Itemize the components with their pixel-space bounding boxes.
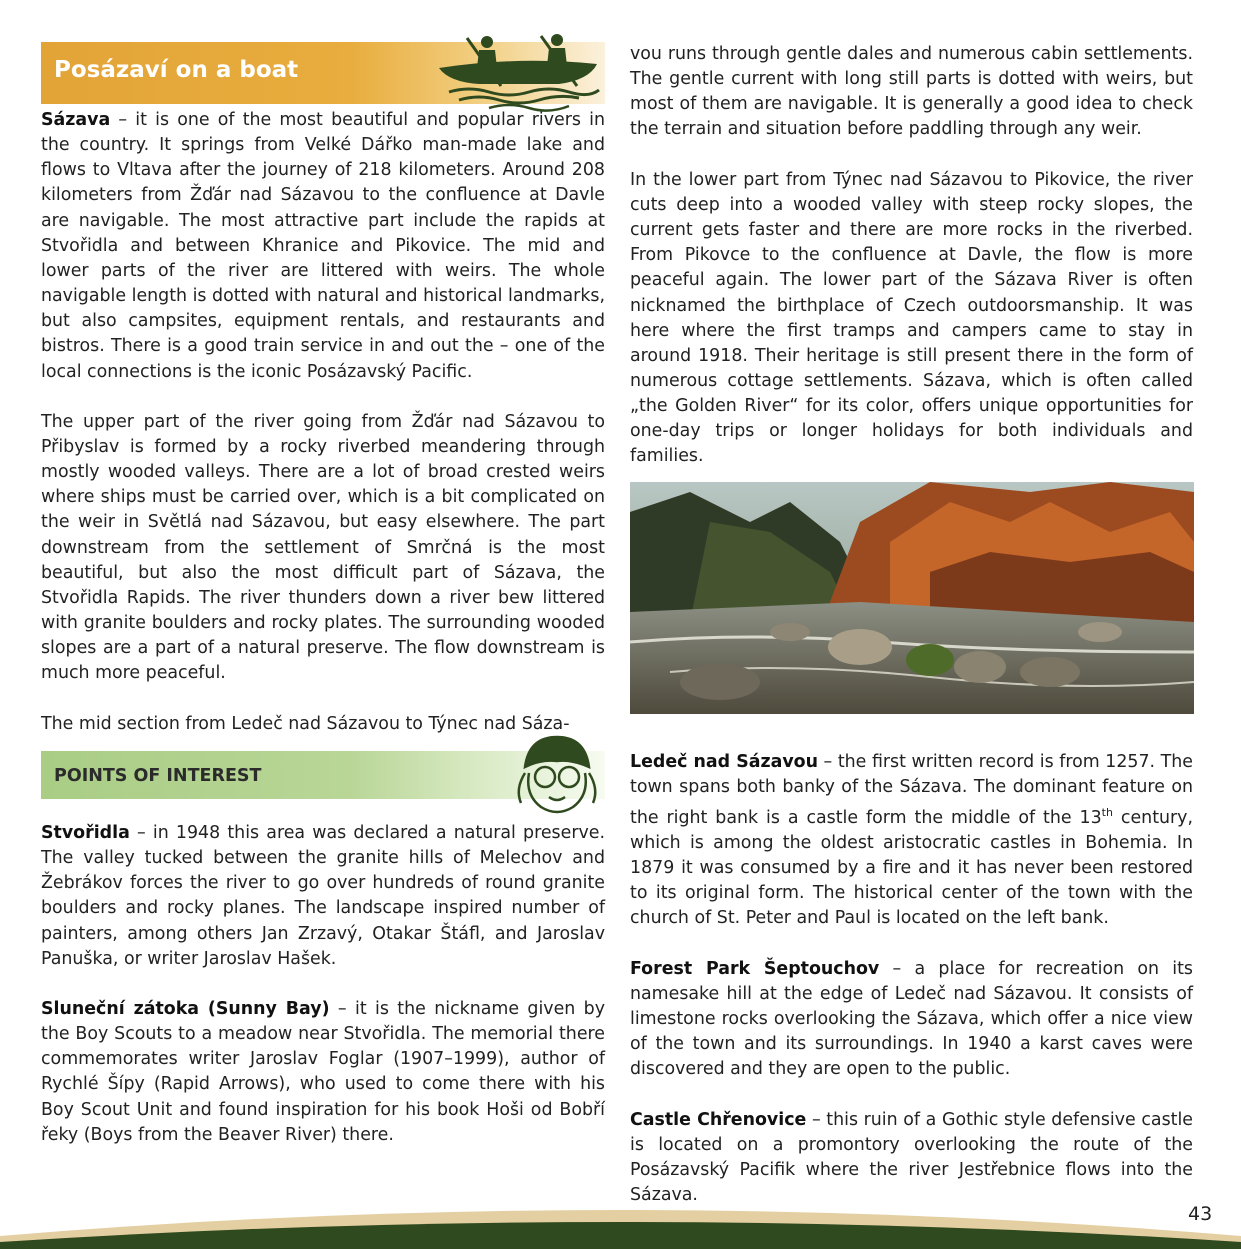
points-of-interest-banner xyxy=(41,751,605,799)
right-column xyxy=(630,42,1193,1233)
term-chrenovice: Castle Chřenovice xyxy=(630,1109,807,1130)
term-sazava: Sázava xyxy=(41,110,111,130)
term-ledec: Ledeč nad Sázavou xyxy=(630,751,818,772)
paragraph-sazava xyxy=(41,108,605,385)
paragraph-text: – it is the nickname given by the Boy Scouts to a meadow near Stvořidla. The memorial there commemorates writer Jaroslav Foglar (1907–1999), author of Rychlé Šípy (Rapid Arrows), who used to come there with his Boy Scout Unit and found inspiration for his book Hoši od Bobří řeky (Boys from the Beaver River) there. xyxy=(41,998,605,1145)
paragraph-text: – this ruin of a Gothic style defensive castle is located on a promontory overlooking the route of the Posázavský Pacifik where the river Jestřebnice flows into the Sázava. xyxy=(630,1109,1193,1206)
paragraph-septouchov xyxy=(630,957,1193,1083)
points-of-interest-title: POINTS OF INTEREST xyxy=(54,765,262,786)
paragraph-text: – a place for recreation on its namesake hill at the edge of Ledeč nad Sázavou. It consists of limestone rocks overlooking the Sázava, which offer a nice view of the town and its surroundings. In 1940 a karst caves were discovered and they are open to the public. xyxy=(630,958,1193,1080)
paragraph-text: In the lower part from Týnec nad Sázavou to Pikovice, the river cuts deep into a wooded valley with steep rocky slopes, the current gets faster and there are more rocks in the riverbed. From Pikovce to the confluence at Davle, the flow is more peaceful again. The lower part of the Sázava River is often nicknamed the birthplace of Czech outdoorsmanship. It was here where the first tramps and campers came to stay in around 1918. Their heritage is still present there in the form of numerous cottage settlements. Sázava, which is often called „the Golden River“ for its color, offers unique opportunities for one-day trips or longer holidays for both individuals and families. xyxy=(630,169,1193,467)
river-photo xyxy=(630,482,1194,714)
paragraph-upper-part xyxy=(41,410,605,687)
paragraph-text: – in 1948 this area was declared a natural preserve. The valley tucked between the granite hills of Melechov and Žebrákov forces the river to go over hundreds of round granite boulders and rocky planes. The landscape inspired number of painters, among others Jan Zrzavý, Otakar Štáfl, and Jaroslav Panuška, or writer Jaroslav Hašek. xyxy=(41,822,605,969)
paragraph-text: – it is one of the most beautiful and popular rivers in the country. It springs from Velké Dářko man-made lake and flows to Vltava after the journey of 218 kilometers. Around 208 kilometers from Žďár nad Sázavou to the confluence at Davle are navigable. The most attractive part include the rapids at Stvořidla and between Khranice and Pikovice. The mid and lower parts of the river are littered with weirs. The whole navigable length is dotted with natural and historical landmarks, but also campsites, equipment rentals, and restaurants and bistros. There is a good train service in and out the – one of the local connections is the iconic Posázavský Pacific. xyxy=(41,110,605,382)
paragraph-lower-part xyxy=(630,168,1193,470)
term-septouchov: Forest Park Šeptouchov xyxy=(630,958,880,979)
paragraph-text: vou runs through gentle dales and numerous cabin settlements. The gentle current with long still parts is dotted with weirs, but most of them are navigable. It is generally a good idea to check the terrain and situation before paddling through any weir. xyxy=(630,44,1193,140)
left-column xyxy=(41,42,605,1173)
page-number: 43 xyxy=(1188,1203,1213,1225)
term-sunny-bay: Sluneční zátoka (Sunny Bay) xyxy=(41,998,330,1019)
paragraph-ledec xyxy=(630,750,1193,932)
paragraph-mid-section-cont xyxy=(630,42,1193,143)
paragraph-text: The mid section from Ledeč nad Sázavou to Týnec nad Sáza- xyxy=(41,713,570,734)
footer-hill-decoration xyxy=(0,1190,1241,1249)
superscript: th xyxy=(1101,805,1113,819)
section-title: Posázaví on a boat xyxy=(54,57,299,83)
explorer-binoculars-icon xyxy=(511,733,603,815)
paragraph-text: century, which is among the oldest aristocratic castles in Bohemia. In 1879 it was consumed by a fire and it has never been restored to its original form. The historical center of the town with the church of St. Peter and Paul is located on the left bank. xyxy=(630,807,1194,929)
paragraph-stvoridla xyxy=(41,821,605,972)
canoe-paddlers-icon xyxy=(429,34,605,112)
term-stvoridla: Stvořidla xyxy=(41,822,130,843)
section-banner xyxy=(41,42,605,104)
paragraph-text: The upper part of the river going from Žďár nad Sázavou to Přibyslav is formed by a rocky riverbed meandering through mostly wooded valleys. There are a lot of broad crested weirs where ships must be carried over, which is a bit complicated on the weir in Světlá nad Sázavou, but easy elsewhere. The part downstream from the settlement of Smrčná is the most beautiful, but also the most difficult part of Sázava, the Stvořidla Rapids. The river thunders down a river bew littered with granite boulders and rocky plates. The surrounding wooded slopes are a part of a natural preserve. The flow downstream is much more peaceful. xyxy=(41,411,605,684)
paragraph-text: – the first written record is from 1257. The town spans both banky of the Sázava. The dominant feature on the right bank is a castle form the middle of the 13 xyxy=(630,751,1193,828)
paragraph-sunny-bay xyxy=(41,997,605,1148)
